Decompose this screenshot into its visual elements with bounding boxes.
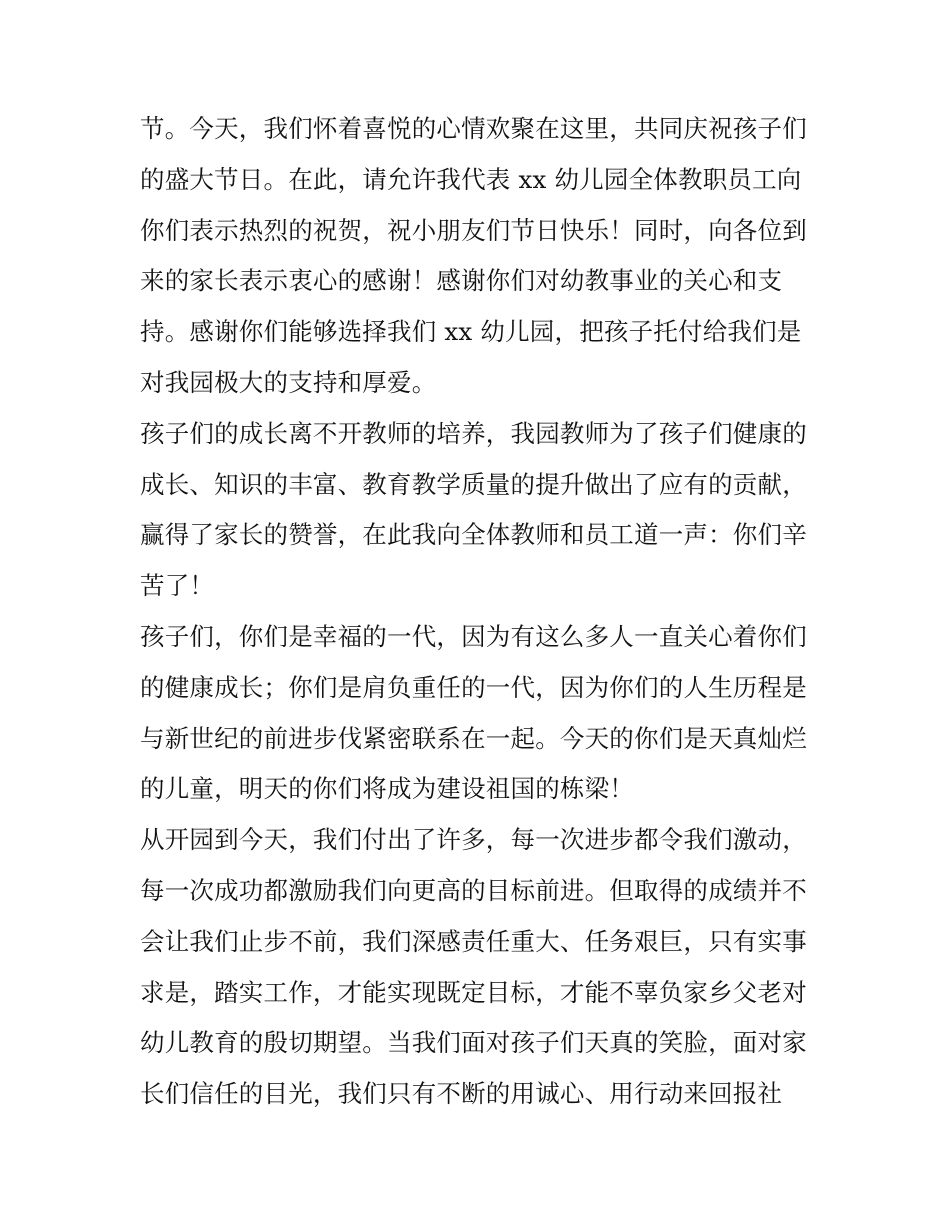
text-line: 幼儿教育的殷切期望。当我们面对孩子们天真的笑脸，面对家	[140, 1028, 807, 1058]
text-line: 每一次成功都激励我们向更高的目标前进。但取得的成绩并不	[140, 875, 807, 905]
text-line: 孩子们，你们是幸福的一代，因为有这么多人一直关心着你们	[140, 621, 807, 651]
text-line: 对我园极大的支持和厚爱。	[140, 367, 437, 397]
text-line: 节。今天，我们怀着喜悦的心情欢聚在这里，共同庆祝孩子们	[140, 114, 807, 143]
text-line: 持。感谢你们能够选择我们 xx 幼儿园，把孩子托付给我们是	[140, 317, 802, 347]
text-line: 赢得了家长的赞誉，在此我向全体教师和员工道一声：你们辛	[140, 520, 807, 550]
text-line: 从开园到今天，我们付出了许多，每一次进步都令我们激动，	[140, 825, 807, 855]
text-line: 与新世纪的前进步伐紧密联系在一起。今天的你们是天真灿烂	[140, 723, 807, 753]
text-line: 的儿童，明天的你们将成为建设祖国的栋梁！	[140, 774, 634, 804]
text-line: 孩子们的成长离不开教师的培养，我园教师为了孩子们健康的	[140, 418, 807, 448]
text-line: 你们表示热烈的祝贺，祝小朋友们节日快乐！同时，向各位到	[140, 215, 807, 245]
text-line: 来的家长表示衷心的感谢！感谢你们对幼教事业的关心和支	[140, 266, 783, 296]
text-line: 的健康成长；你们是肩负重任的一代，因为你们的人生历程是	[140, 672, 807, 702]
text-line: 长们信任的目光，我们只有不断的用诚心、用行动来回报社	[140, 1079, 783, 1109]
text-line: 会让我们止步不前，我们深感责任重大、任务艰巨，只有实事	[140, 926, 807, 956]
body-text	[140, 104, 820, 1120]
text-line: 苦了！	[140, 571, 215, 601]
text-line: 求是，踏实工作，才能实现既定目标，才能不辜负家乡父老对	[140, 977, 807, 1007]
text-line: 成长、知识的丰富、教育教学质量的提升做出了应有的贡献，	[140, 469, 807, 499]
text-line: 的盛大节日。在此，请允许我代表 xx 幼儿园全体教职员工向	[140, 164, 802, 194]
